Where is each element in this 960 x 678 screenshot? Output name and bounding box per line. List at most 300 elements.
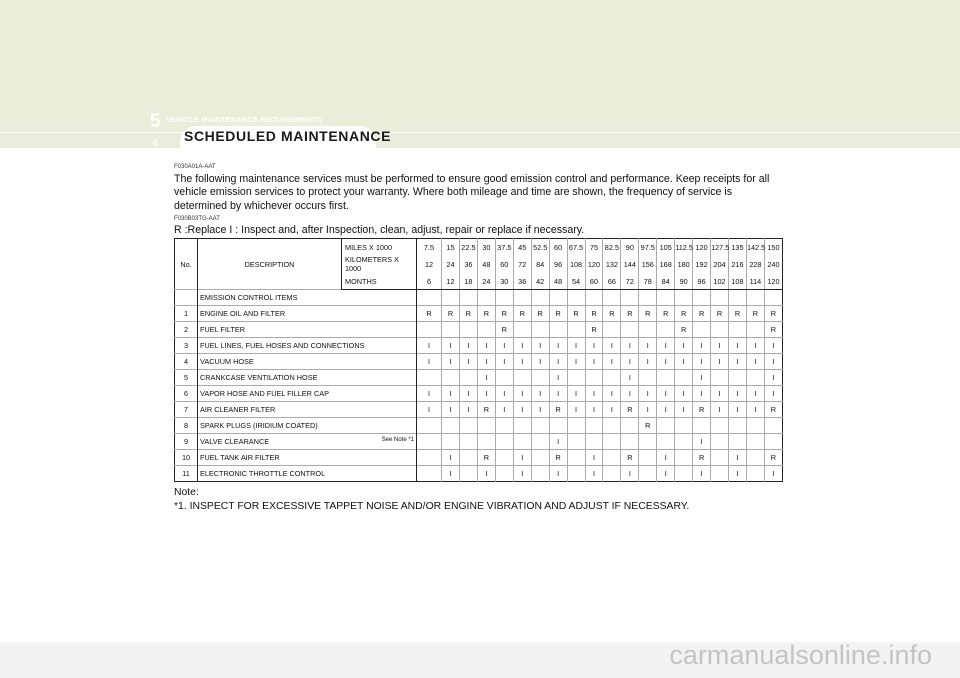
schedule-cell: I (531, 402, 549, 418)
schedule-cell (567, 370, 585, 386)
see-note-link: See Note *1 (381, 437, 414, 443)
interval-value: 142.5 (746, 239, 764, 256)
schedule-cell: R (585, 306, 603, 322)
schedule-cell (549, 418, 567, 434)
schedule-cell (621, 322, 639, 338)
interval-value: 72 (513, 255, 531, 273)
schedule-cell (477, 434, 495, 450)
schedule-cell (417, 322, 442, 338)
schedule-cell (513, 418, 531, 434)
schedule-cell: R (549, 306, 567, 322)
schedule-cell: I (477, 386, 495, 402)
item-description (198, 306, 417, 322)
schedule-cell (417, 434, 442, 450)
interval-value: 127.5 (711, 239, 729, 256)
schedule-cell (459, 418, 477, 434)
schedule-cell (657, 418, 675, 434)
group-label: EMISSION CONTROL ITEMS (198, 290, 417, 306)
interval-value: 204 (711, 255, 729, 273)
schedule-cell (459, 434, 477, 450)
table-row (175, 322, 783, 338)
schedule-cell (621, 290, 639, 306)
interval-value: 22.5 (459, 239, 477, 256)
item-description-text: VAPOR HOSE AND FUEL FILLER CAP (200, 389, 329, 398)
group-row (175, 290, 783, 306)
schedule-cell: I (729, 466, 747, 482)
schedule-cell: I (513, 354, 531, 370)
schedule-cell (675, 450, 693, 466)
schedule-cell: I (764, 466, 782, 482)
schedule-cell (621, 434, 639, 450)
schedule-cell (567, 418, 585, 434)
legend-code: F030B03TG-AAT (174, 216, 220, 222)
schedule-cell (567, 290, 585, 306)
schedule-cell (675, 434, 693, 450)
item-description-text: FUEL LINES, FUEL HOSES AND CONNECTIONS (200, 341, 365, 350)
schedule-cell (417, 290, 442, 306)
schedule-cell: I (657, 386, 675, 402)
schedule-cell: I (693, 386, 711, 402)
schedule-cell (639, 322, 657, 338)
schedule-cell (675, 370, 693, 386)
schedule-cell: R (764, 322, 782, 338)
table-row (175, 338, 783, 354)
schedule-cell: I (442, 402, 460, 418)
schedule-cell (639, 466, 657, 482)
item-description (198, 354, 417, 370)
schedule-cell: R (693, 450, 711, 466)
schedule-cell: R (639, 306, 657, 322)
schedule-cell: I (417, 402, 442, 418)
schedule-cell: I (585, 450, 603, 466)
schedule-cell (477, 418, 495, 434)
interval-value: 45 (513, 239, 531, 256)
schedule-cell: I (442, 338, 460, 354)
interval-value: 12 (442, 273, 460, 290)
table-row (175, 370, 783, 386)
maintenance-schedule-table (174, 238, 783, 482)
schedule-cell: I (567, 338, 585, 354)
interval-value: 84 (531, 255, 549, 273)
interval-value: 132 (603, 255, 621, 273)
interval-value: 15 (442, 239, 460, 256)
schedule-cell: R (585, 322, 603, 338)
schedule-cell (657, 434, 675, 450)
schedule-cell: I (549, 434, 567, 450)
table-row (175, 434, 783, 450)
interval-value: 48 (477, 255, 495, 273)
item-description (198, 402, 417, 418)
schedule-cell (459, 322, 477, 338)
schedule-cell: I (603, 386, 621, 402)
schedule-cell: I (531, 354, 549, 370)
schedule-cell (693, 290, 711, 306)
schedule-cell: I (585, 402, 603, 418)
interval-label: MILES X 1000 (342, 239, 417, 256)
schedule-cell (711, 322, 729, 338)
schedule-cell: I (657, 450, 675, 466)
schedule-cell (711, 466, 729, 482)
page-number: 4 (152, 138, 158, 149)
interval-value: 120 (693, 239, 711, 256)
schedule-cell (711, 450, 729, 466)
item-description-text: VACUUM HOSE (200, 357, 254, 366)
schedule-cell (711, 418, 729, 434)
schedule-cell: I (585, 338, 603, 354)
item-number: 3 (175, 338, 198, 354)
interval-value: 97.5 (639, 239, 657, 256)
schedule-cell (764, 418, 782, 434)
schedule-cell: R (621, 402, 639, 418)
item-description (198, 434, 417, 450)
schedule-cell: I (477, 338, 495, 354)
schedule-cell: I (621, 338, 639, 354)
table-row (175, 402, 783, 418)
schedule-cell: I (549, 386, 567, 402)
interval-value: 36 (513, 273, 531, 290)
schedule-cell: I (495, 402, 513, 418)
schedule-cell (531, 466, 549, 482)
schedule-cell (531, 322, 549, 338)
interval-value: 105 (657, 239, 675, 256)
schedule-cell: I (621, 354, 639, 370)
schedule-cell (567, 466, 585, 482)
schedule-cell: I (459, 402, 477, 418)
schedule-cell: R (459, 306, 477, 322)
schedule-cell: I (442, 450, 460, 466)
interval-value: 54 (567, 273, 585, 290)
legend-text: R :Replace I : Inspect and, after Inspection, clean, adjust, repair or replace if necessary. (174, 224, 585, 236)
interval-label: MONTHS (342, 273, 417, 290)
schedule-cell: R (513, 306, 531, 322)
schedule-cell: I (417, 354, 442, 370)
schedule-cell: R (764, 450, 782, 466)
schedule-cell: I (729, 338, 747, 354)
schedule-cell (513, 434, 531, 450)
schedule-cell (603, 322, 621, 338)
schedule-cell (442, 290, 460, 306)
schedule-cell (621, 418, 639, 434)
schedule-cell (746, 434, 764, 450)
schedule-cell: I (549, 466, 567, 482)
interval-value: 12 (417, 255, 442, 273)
schedule-cell (417, 418, 442, 434)
schedule-cell: R (729, 306, 747, 322)
schedule-cell (513, 322, 531, 338)
schedule-cell: I (531, 386, 549, 402)
schedule-cell (764, 434, 782, 450)
schedule-cell (729, 290, 747, 306)
schedule-cell: I (495, 386, 513, 402)
schedule-cell (477, 290, 495, 306)
schedule-cell (442, 322, 460, 338)
schedule-cell (459, 370, 477, 386)
item-number: 4 (175, 354, 198, 370)
schedule-cell: R (675, 306, 693, 322)
schedule-cell: I (603, 354, 621, 370)
schedule-cell: R (477, 306, 495, 322)
schedule-cell (746, 290, 764, 306)
schedule-cell (603, 370, 621, 386)
table-row (175, 418, 783, 434)
schedule-cell: I (675, 354, 693, 370)
schedule-cell (459, 450, 477, 466)
interval-value: 112.5 (675, 239, 693, 256)
schedule-cell: I (693, 434, 711, 450)
interval-value: 75 (585, 239, 603, 256)
item-description (198, 386, 417, 402)
schedule-cell: R (621, 306, 639, 322)
schedule-cell: I (693, 466, 711, 482)
schedule-cell (711, 434, 729, 450)
schedule-cell: I (549, 354, 567, 370)
note-label: Note: (174, 487, 199, 498)
table-row (175, 354, 783, 370)
schedule-cell (603, 418, 621, 434)
schedule-cell: I (621, 370, 639, 386)
interval-value: 60 (585, 273, 603, 290)
schedule-cell: I (675, 338, 693, 354)
schedule-cell: R (531, 306, 549, 322)
schedule-cell (549, 322, 567, 338)
item-number: 11 (175, 466, 198, 482)
schedule-cell: R (639, 418, 657, 434)
no-cell (175, 290, 198, 306)
schedule-cell: I (764, 386, 782, 402)
item-number: 1 (175, 306, 198, 322)
schedule-cell (711, 290, 729, 306)
schedule-cell: R (693, 402, 711, 418)
interval-value: 66 (603, 273, 621, 290)
schedule-cell (657, 322, 675, 338)
item-number: 2 (175, 322, 198, 338)
schedule-cell (442, 434, 460, 450)
schedule-cell: I (764, 354, 782, 370)
item-description-text: FUEL FILTER (200, 325, 246, 334)
schedule-cell: I (442, 386, 460, 402)
note-text: *1. INSPECT FOR EXCESSIVE TAPPET NOISE AND/OR ENGINE VIBRATION AND ADJUST IF NECESSARY. (174, 500, 690, 512)
interval-value: 180 (675, 255, 693, 273)
schedule-cell (531, 290, 549, 306)
schedule-cell: R (495, 322, 513, 338)
schedule-cell: R (417, 306, 442, 322)
interval-value: 7.5 (417, 239, 442, 256)
schedule-cell: I (549, 370, 567, 386)
interval-value: 240 (764, 255, 782, 273)
interval-value: 150 (764, 239, 782, 256)
interval-value: 42 (531, 273, 549, 290)
chapter-number: 5 (150, 111, 161, 132)
chapter-header-band (0, 0, 960, 148)
schedule-cell: I (603, 338, 621, 354)
item-description (198, 466, 417, 482)
schedule-cell: I (711, 386, 729, 402)
schedule-cell (639, 290, 657, 306)
schedule-cell (746, 418, 764, 434)
schedule-cell: I (603, 402, 621, 418)
interval-value: 96 (693, 273, 711, 290)
schedule-cell (513, 370, 531, 386)
schedule-cell (729, 370, 747, 386)
interval-label: KILOMETERS X 1000 (342, 255, 417, 273)
schedule-cell: I (746, 354, 764, 370)
interval-value: 108 (729, 273, 747, 290)
table-row (175, 450, 783, 466)
schedule-cell (639, 370, 657, 386)
schedule-cell: I (693, 354, 711, 370)
interval-value: 90 (675, 273, 693, 290)
section-title: SCHEDULED MAINTENANCE (184, 128, 392, 144)
schedule-cell: I (513, 466, 531, 482)
interval-value: 90 (621, 239, 639, 256)
schedule-cell: I (585, 466, 603, 482)
intro-code: F030A01A-AAT (174, 164, 216, 170)
schedule-cell: R (764, 402, 782, 418)
schedule-cell: I (513, 338, 531, 354)
schedule-cell (531, 434, 549, 450)
schedule-cell: I (657, 354, 675, 370)
schedule-cell (693, 418, 711, 434)
item-description-text: VALVE CLEARANCE (200, 437, 270, 446)
interval-value: 120 (764, 273, 782, 290)
schedule-cell (417, 450, 442, 466)
schedule-cell: I (693, 370, 711, 386)
interval-value: 96 (549, 255, 567, 273)
interval-value: 60 (495, 255, 513, 273)
schedule-cell: I (639, 386, 657, 402)
schedule-cell (549, 290, 567, 306)
schedule-cell (603, 290, 621, 306)
interval-value: 67.5 (567, 239, 585, 256)
schedule-cell (459, 290, 477, 306)
table-row (175, 386, 783, 402)
schedule-cell: I (549, 338, 567, 354)
schedule-cell (495, 450, 513, 466)
schedule-cell: I (657, 402, 675, 418)
interval-value: 60 (549, 239, 567, 256)
schedule-cell (417, 466, 442, 482)
schedule-cell: I (477, 370, 495, 386)
schedule-cell: I (621, 466, 639, 482)
schedule-cell (603, 434, 621, 450)
schedule-cell: I (567, 354, 585, 370)
schedule-cell (729, 434, 747, 450)
schedule-cell: I (764, 370, 782, 386)
schedule-cell: I (746, 402, 764, 418)
schedule-cell: I (764, 338, 782, 354)
schedule-cell (513, 290, 531, 306)
item-number: 7 (175, 402, 198, 418)
schedule-cell (495, 418, 513, 434)
interval-value: 102 (711, 273, 729, 290)
item-description (198, 450, 417, 466)
schedule-cell: R (675, 322, 693, 338)
item-number: 10 (175, 450, 198, 466)
interval-value: 18 (459, 273, 477, 290)
schedule-cell: I (513, 450, 531, 466)
schedule-cell: I (675, 386, 693, 402)
schedule-cell: I (639, 338, 657, 354)
schedule-cell: R (477, 402, 495, 418)
interval-value: 30 (477, 239, 495, 256)
interval-value: 37.5 (495, 239, 513, 256)
item-number: 8 (175, 418, 198, 434)
interval-value: 108 (567, 255, 585, 273)
schedule-cell (531, 418, 549, 434)
interval-value: 6 (417, 273, 442, 290)
interval-value: 84 (657, 273, 675, 290)
schedule-cell (495, 434, 513, 450)
interval-value: 48 (549, 273, 567, 290)
schedule-cell: R (693, 306, 711, 322)
schedule-cell: I (567, 402, 585, 418)
schedule-cell: I (711, 402, 729, 418)
schedule-cell: I (459, 386, 477, 402)
schedule-cell (675, 290, 693, 306)
schedule-cell: I (639, 354, 657, 370)
schedule-cell (603, 466, 621, 482)
schedule-cell (495, 466, 513, 482)
schedule-cell: R (549, 450, 567, 466)
schedule-cell (585, 370, 603, 386)
schedule-cell (531, 450, 549, 466)
schedule-cell: I (729, 402, 747, 418)
schedule-cell (567, 434, 585, 450)
interval-value: 192 (693, 255, 711, 273)
item-description-text: CRANKCASE VENTILATION HOSE (200, 373, 318, 382)
miles-header-row (175, 239, 783, 256)
schedule-cell: R (567, 306, 585, 322)
item-number: 6 (175, 386, 198, 402)
interval-value: 114 (746, 273, 764, 290)
schedule-cell (567, 322, 585, 338)
interval-value: 52.5 (531, 239, 549, 256)
schedule-cell: I (417, 338, 442, 354)
schedule-cell: I (639, 402, 657, 418)
schedule-cell (459, 466, 477, 482)
schedule-cell (729, 418, 747, 434)
schedule-cell (764, 290, 782, 306)
schedule-cell (567, 450, 585, 466)
schedule-cell: I (729, 354, 747, 370)
item-description-text: FUEL TANK AIR FILTER (200, 453, 280, 462)
schedule-cell: R (711, 306, 729, 322)
interval-value: 135 (729, 239, 747, 256)
schedule-cell: I (417, 386, 442, 402)
table-row (175, 306, 783, 322)
schedule-cell: I (746, 338, 764, 354)
schedule-cell: I (729, 386, 747, 402)
schedule-cell: I (746, 386, 764, 402)
schedule-cell: I (459, 354, 477, 370)
chapter-title: VEHICLE MAINTENANCE REQUIREMENTS (166, 115, 322, 124)
intro-paragraph: The following maintenance services must be performed to ensure good emission control and performance. Keep receipts for all vehicle emission services to protect your warranty. Where both mileage and time are shown, the frequency of service is determined by whichever occurs first. (174, 173, 770, 212)
schedule-cell (746, 466, 764, 482)
interval-value: 24 (477, 273, 495, 290)
schedule-cell: I (531, 338, 549, 354)
interval-value: 24 (442, 255, 460, 273)
schedule-cell: R (603, 306, 621, 322)
schedule-cell (657, 290, 675, 306)
schedule-cell: I (567, 386, 585, 402)
item-description (198, 322, 417, 338)
interval-value: 36 (459, 255, 477, 273)
schedule-cell: I (477, 354, 495, 370)
schedule-cell (746, 322, 764, 338)
item-description (198, 418, 417, 434)
description-header: DESCRIPTION (198, 239, 342, 290)
interval-value: 30 (495, 273, 513, 290)
